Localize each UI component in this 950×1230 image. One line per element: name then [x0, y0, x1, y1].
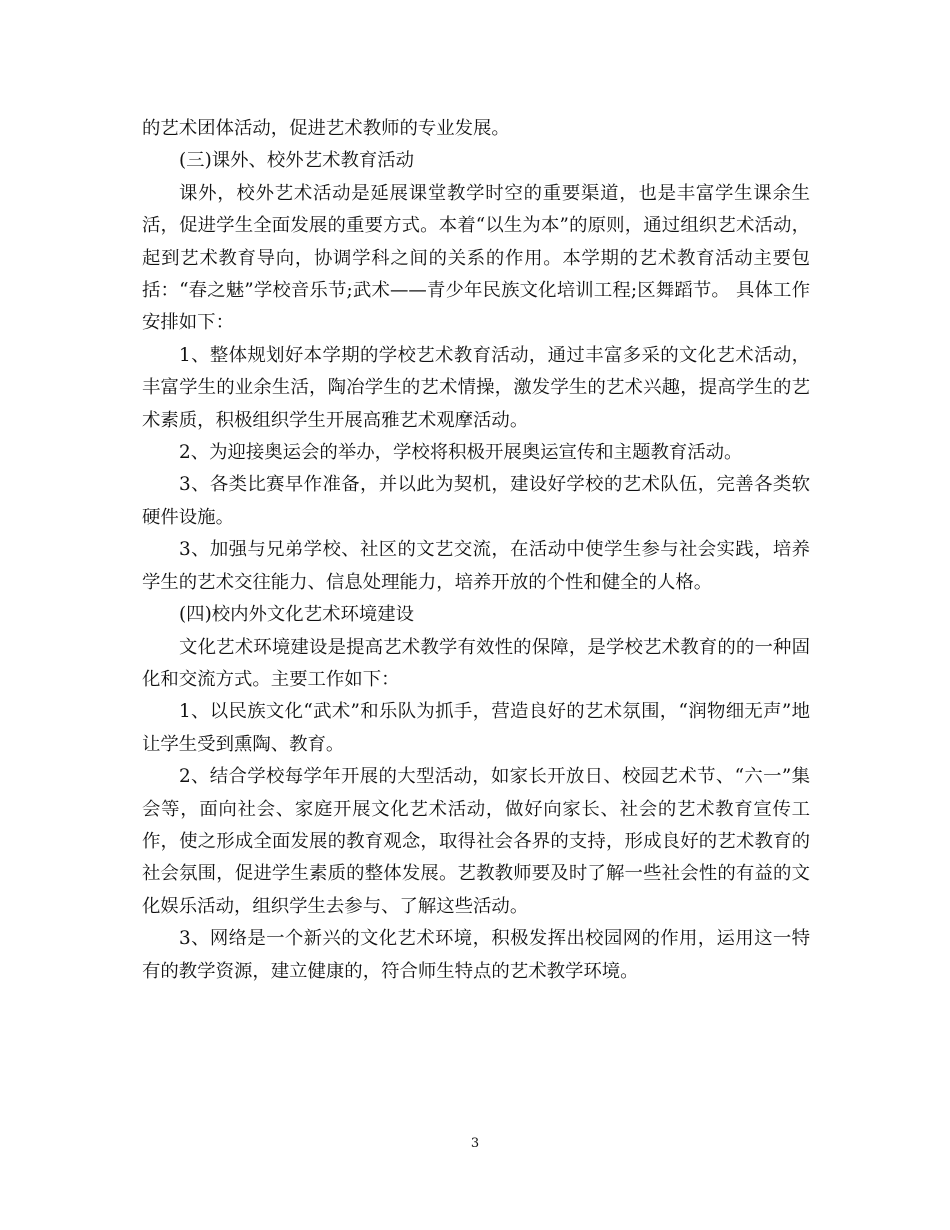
page-number: 3 [470, 1136, 480, 1151]
environment-item-1: 1、以民族文化“武术”和乐队为抓手，营造良好的艺术氛围，“润物细无声”地让学生受到熏陶、教育。 [142, 701, 810, 755]
paragraph-environment-intro: 文化艺术环境建设是提高艺术教学有效性的保障，是学校艺术教育的的一种固化和交流方式。主要工作如下： [142, 636, 810, 690]
environment-item-3: 3、网络是一个新兴的文化艺术环境，积极发挥出校园网的作用，运用这一特有的教学资源，建立健康的，符合师生特点的艺术教学环境。 [142, 928, 810, 982]
paragraph-extracurricular-intro: 课外，校外艺术活动是延展课堂教学时空的重要渠道，也是丰富学生课余生活，促进学生全面发展的重要方式。本着“以生为本”的原则，通过组织艺术活动，起到艺术教育导向，协调学科之间的关系的作用。本学期的艺术教育活动主要包括：“春之魅”学校音乐节;武术——青少年民族文化培训工程;区舞蹈节。 具体工作安排如下： [142, 182, 810, 334]
list-item-3b: 3、加强与兄弟学校、社区的文艺交流，在活动中使学生参与社会实践，培养学生的艺术交往能力、信息处理能力，培养开放的个性和健全的人格。 [142, 539, 810, 593]
environment-item-2: 2、结合学校每学年开展的大型活动，如家长开放日、校园艺术节、“六一”集会等，面向社会、家庭开展文化艺术活动，做好向家长、社会的艺术教育宣传工作，使之形成全面发展的教育观念，取得社会各界的支持，形成良好的艺术教育的社会氛围，促进学生素质的整体发展。艺教教师要及时了解一些社会性的有益的文化娱乐活动，组织学生去参与、了解这些活动。 [142, 766, 810, 917]
section-heading-4: (四)校内外文化艺术环境建设 [179, 604, 415, 626]
list-item-2: 2、为迎接奥运会的举办，学校将积极开展奥运宣传和主题教育活动。 [179, 442, 743, 464]
paragraph-continuation: 的艺术团体活动，促进艺术教师的专业发展。 [142, 118, 510, 139]
list-item-1: 1、整体规划好本学期的学校艺术教育活动，通过丰富多采的文化艺术活动，丰富学生的业余生活，陶冶学生的艺术情操，激发学生的艺术兴趣，提高学生的艺术素质，积极组织学生开展高雅艺术观摩活动。 [142, 344, 810, 431]
section-heading-3: (三)课外、校外艺术教育活动 [179, 150, 415, 172]
document-body [142, 113, 810, 988]
list-item-3a: 3、各类比赛早作准备，并以此为契机，建设好学校的艺术队伍，完善各类软硬件设施。 [142, 474, 810, 528]
